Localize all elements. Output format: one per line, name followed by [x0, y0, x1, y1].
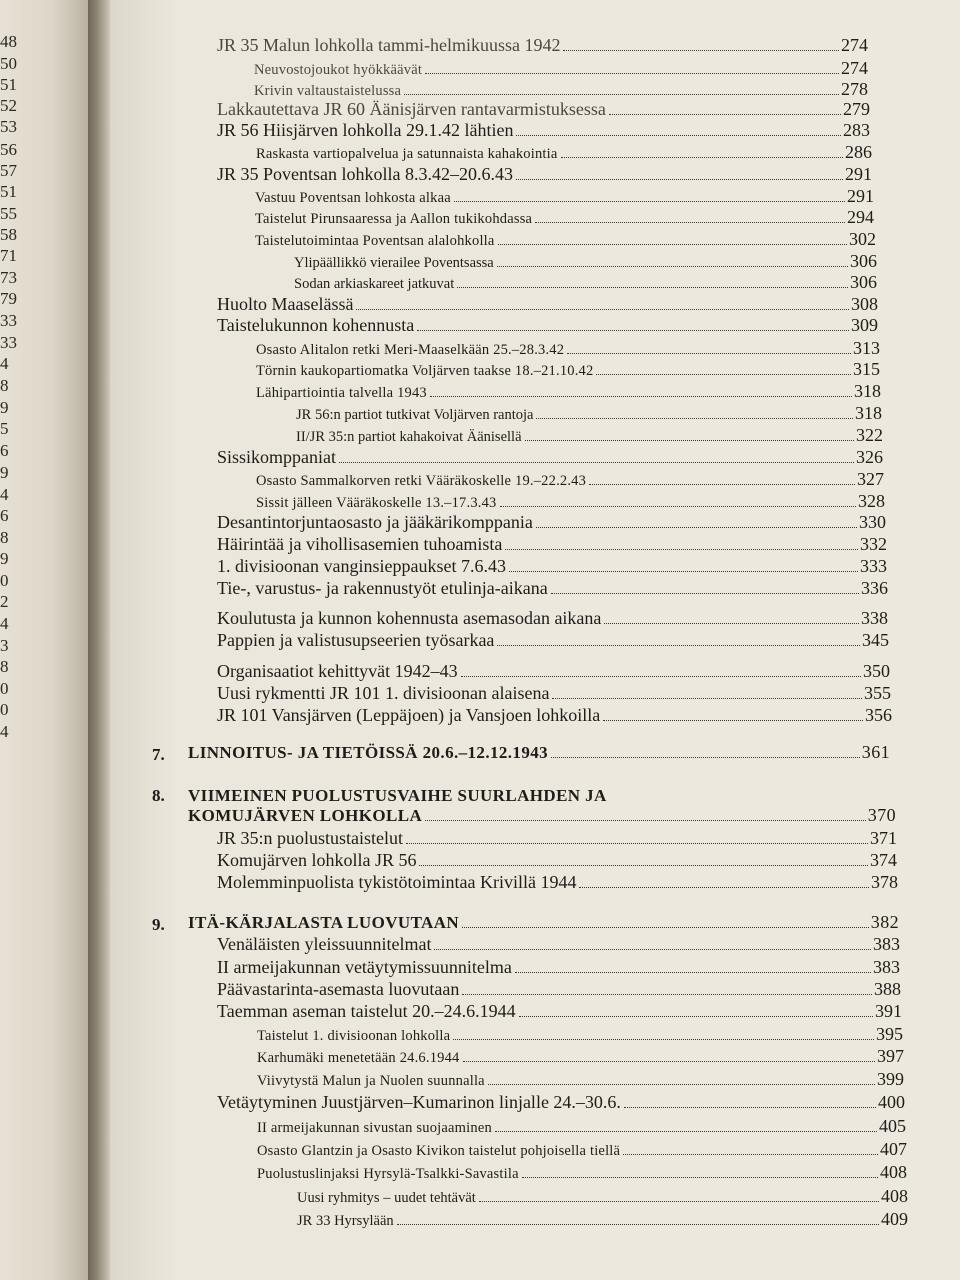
toc-page-number: 345: [862, 630, 889, 650]
dot-leader: [406, 843, 868, 844]
toc-page-number: 274: [841, 58, 868, 78]
toc-entry[interactable]: [256, 358, 880, 380]
toc-entry-title: Sissikomppaniat: [217, 447, 337, 467]
toc-entry[interactable]: [255, 228, 876, 250]
left-page-number: 79: [0, 289, 17, 308]
toc-entry-title: Lähipartiointia talvella 1943: [256, 385, 427, 401]
dot-leader: [417, 330, 849, 331]
toc-entry[interactable]: [217, 98, 870, 120]
toc-entry[interactable]: [217, 314, 878, 336]
toc-entry-title: JR 33 Hyrsylään: [297, 1213, 394, 1229]
toc-entry[interactable]: [297, 1208, 908, 1230]
toc-entry-title: Organisaatiot kehittyvät 1942–43: [217, 661, 458, 681]
toc-entry-title: Taistelutoimintaa Poventsan alalohkolla: [255, 233, 495, 249]
toc-entry-title: Tie-, varustus- ja rakennustyöt etulinja-aikana: [217, 578, 548, 598]
dot-leader: [551, 593, 859, 594]
toc-entry[interactable]: [296, 402, 882, 424]
toc-entry[interactable]: [217, 660, 890, 682]
toc-entry[interactable]: [217, 629, 889, 651]
dot-leader: [519, 1016, 873, 1017]
toc-page-number: 278: [841, 79, 868, 99]
toc-page-number: 338: [861, 608, 888, 628]
dot-leader: [551, 757, 860, 758]
toc-entry-title: ITÄ-KÄRJALASTA LUOVUTAAN: [188, 913, 460, 932]
toc-entry-title: Krivin valtaustaistelussa: [254, 83, 402, 99]
toc-page-number: 283: [843, 120, 870, 140]
left-page-number: 33: [0, 333, 17, 352]
toc-entry[interactable]: [294, 271, 877, 293]
left-page-number: 6: [0, 441, 9, 460]
dot-leader: [497, 266, 848, 267]
dot-leader: [479, 1201, 879, 1202]
toc-entry[interactable]: [217, 978, 901, 1000]
left-page-number: 73: [0, 268, 17, 287]
toc-entry-title: Koulutusta ja kunnon kohennusta asemasodan aikana: [217, 608, 602, 628]
dot-leader: [609, 114, 841, 115]
dot-leader: [425, 73, 839, 74]
dot-leader: [603, 720, 863, 721]
toc-entry[interactable]: [257, 1138, 907, 1160]
toc-page-number: 333: [860, 556, 887, 576]
dot-leader: [457, 287, 848, 288]
toc-page-number: 388: [874, 979, 901, 999]
dot-leader: [536, 418, 853, 419]
toc-entry[interactable]: [217, 607, 888, 629]
chapter-number: 9.: [152, 915, 165, 934]
toc-entry[interactable]: [217, 555, 887, 577]
toc-entry-title: Komujärven lohkolla JR 56: [217, 850, 417, 870]
chapter-title: VIIMEINEN PUOLUSTUSVAIHE SUURLAHDEN JA: [188, 786, 607, 805]
toc-entry[interactable]: [217, 533, 887, 555]
toc-page-number: 306: [850, 272, 877, 292]
toc-entry[interactable]: [217, 446, 883, 468]
dot-leader: [516, 135, 841, 136]
toc-entry-title: Puolustuslinjaksi Hyrsylä-Tsalkki-Savastila: [257, 1166, 519, 1182]
dot-leader: [589, 484, 855, 485]
toc-page-number: 391: [875, 1001, 902, 1021]
toc-page-number: 315: [853, 359, 880, 379]
dot-leader: [461, 676, 861, 677]
dot-leader: [497, 645, 860, 646]
toc-page-number: 291: [847, 186, 874, 206]
toc-entry[interactable]: [254, 78, 868, 100]
toc-entry[interactable]: [217, 34, 868, 56]
dot-leader: [430, 396, 852, 397]
left-page-number: 56: [0, 140, 17, 159]
toc-entry-title: 1. divisioonan vanginsieppaukset 7.6.43: [217, 556, 506, 576]
toc-entry-title: II/JR 35:n partiot kahakoivat Äänisellä: [296, 429, 522, 445]
left-page-number: 53: [0, 117, 17, 136]
toc-page-number: 318: [855, 403, 882, 423]
dot-leader: [552, 698, 862, 699]
toc-entry-title: Törnin kaukopartiomatka Voljärven taakse 18.–21.10.42: [256, 363, 594, 379]
toc-entry[interactable]: [217, 849, 897, 871]
toc-entry[interactable]: [217, 933, 900, 955]
toc-entry[interactable]: [257, 1023, 903, 1045]
toc-entry[interactable]: [296, 424, 883, 446]
toc-entry-title: Päävastarinta-asemasta luovutaan: [217, 979, 460, 999]
toc-entry[interactable]: [217, 956, 900, 978]
toc-entry-title: Osasto Glantzin ja Osasto Kivikon taistelut pohjoisella tiellä: [257, 1143, 621, 1159]
left-page-number: 48: [0, 32, 17, 51]
toc-entry-title: Sissit jälleen Vääräkoskelle 13.–17.3.43: [256, 495, 497, 511]
toc-entry[interactable]: [217, 119, 870, 141]
toc-page-number: 407: [880, 1139, 907, 1159]
toc-entry[interactable]: [297, 1185, 908, 1207]
toc-page-number: 302: [849, 229, 876, 249]
toc-entry-title: Taistelut 1. divisioonan lohkolla: [257, 1028, 451, 1044]
dot-leader: [397, 1224, 879, 1225]
toc-entry-title: Lakkautettava JR 60 Äänisjärven rantavarmistuksessa: [217, 99, 606, 119]
toc-chapter-entry[interactable]: [188, 741, 890, 763]
left-page-number: 0: [0, 700, 9, 719]
toc-entry-title: Vastuu Poventsan lohkosta alkaa: [255, 190, 451, 206]
toc-entry-title: Uusi rykmentti JR 101 1. divisioonan alaisena: [217, 683, 550, 703]
left-page: [0, 0, 88, 1280]
toc-entry[interactable]: [217, 1000, 902, 1022]
toc-page-number: 408: [880, 1162, 907, 1182]
dot-leader: [522, 1177, 878, 1178]
toc-entry-title: LINNOITUS- JA TIETÖISSÄ 20.6.–12.12.1943: [188, 743, 549, 762]
toc-page-number: 383: [873, 957, 900, 977]
toc-entry-title: II armeijakunnan vetäytymissuunnitelma: [217, 957, 512, 977]
toc-entry-title: II armeijakunnan sivustan suojaaminen: [257, 1120, 492, 1136]
toc-page-number: 336: [861, 578, 888, 598]
toc-entry-title: Häirintää ja vihollisasemien tuhoamista: [217, 534, 503, 554]
dot-leader: [509, 571, 858, 572]
toc-entry-title: KOMUJÄRVEN LOHKOLLA: [188, 806, 423, 825]
dot-leader: [453, 1039, 874, 1040]
left-page-number: 8: [0, 528, 9, 547]
toc-page-number: 395: [876, 1024, 903, 1044]
left-page-number: 57: [0, 161, 17, 180]
toc-page-number: 370: [867, 805, 896, 825]
book-gutter: [88, 0, 110, 1280]
toc-entry-title: Viivytystä Malun ja Nuolen suunnalla: [257, 1073, 485, 1089]
toc-entry[interactable]: [257, 1115, 906, 1137]
left-page-number: 58: [0, 225, 17, 244]
toc-entry-title: Osasto Alitalon retki Meri-Maaselkään 25.–28.3.42: [256, 342, 565, 358]
dot-leader: [463, 1061, 876, 1062]
toc-entry[interactable]: [256, 468, 884, 490]
chapter-number: 8.: [152, 786, 165, 805]
left-page-number: 6: [0, 506, 9, 525]
toc-entry[interactable]: [257, 1068, 904, 1090]
toc-page-number: 330: [859, 512, 886, 532]
dot-leader: [596, 374, 851, 375]
toc-chapter-entry[interactable]: [188, 804, 896, 826]
dot-leader: [434, 949, 871, 950]
dot-leader: [563, 50, 839, 51]
toc-page-number: 408: [881, 1186, 908, 1206]
toc-entry[interactable]: [256, 490, 885, 512]
toc-entry[interactable]: [217, 682, 891, 704]
toc-entry-title: Osasto Sammalkorven retki Vääräkoskelle 19.–22.2.43: [256, 473, 587, 489]
right-page-toc: [110, 0, 960, 1280]
dot-leader: [339, 462, 854, 463]
toc-entry[interactable]: [254, 57, 868, 79]
dot-leader: [495, 1131, 877, 1132]
toc-entry-title: JR 35 Poventsan lohkolla 8.3.42–20.6.43: [217, 164, 513, 184]
left-page-number: 52: [0, 96, 17, 115]
left-page-number: 4: [0, 485, 9, 504]
toc-entry-title: Raskasta vartiopalvelua ja satunnaista kahakointia: [256, 146, 558, 162]
toc-entry[interactable]: [255, 185, 874, 207]
toc-page-number: 350: [863, 661, 890, 681]
toc-page-number: 291: [845, 164, 872, 184]
toc-entry[interactable]: [217, 704, 892, 726]
dot-leader: [516, 179, 843, 180]
dot-leader: [462, 927, 869, 928]
toc-entry[interactable]: [217, 827, 897, 849]
toc-entry[interactable]: [256, 141, 872, 163]
toc-page-number: 294: [847, 207, 874, 227]
dot-leader: [462, 994, 872, 995]
toc-entry-title: Desantintorjuntaosasto ja jääkärikomppania: [217, 512, 533, 532]
dot-leader: [604, 623, 859, 624]
toc-chapter-entry[interactable]: [188, 911, 899, 933]
toc-page-number: 399: [877, 1069, 904, 1089]
toc-page-number: 332: [860, 534, 887, 554]
toc-page-number: 322: [856, 425, 883, 445]
toc-page-number: 355: [864, 683, 891, 703]
toc-entry-title: Molemminpuolista tykistötoimintaa Krivillä 1944: [217, 872, 577, 892]
dot-leader: [505, 549, 858, 550]
dot-leader: [561, 157, 843, 158]
toc-entry-title: Pappien ja valistusupseerien työsarkaa: [217, 630, 495, 650]
left-page-number: 2: [0, 592, 9, 611]
dot-leader: [404, 94, 839, 95]
dot-leader: [498, 244, 847, 245]
chapter-number: 7.: [152, 745, 165, 764]
toc-entry-title: JR 56 Hiisjärven lohkolla 29.1.42 lähtien: [217, 120, 514, 140]
toc-entry[interactable]: [294, 250, 877, 272]
dot-leader: [579, 887, 869, 888]
left-page-number: 9: [0, 549, 9, 568]
toc-entry-title: JR 35:n puolustustaistelut: [217, 828, 404, 848]
toc-entry-title: Neuvostojoukot hyökkäävät: [254, 62, 423, 78]
left-page-number: 4: [0, 614, 9, 633]
left-page-number: 0: [0, 571, 9, 590]
toc-entry-title: Huolto Maaselässä: [217, 294, 354, 314]
toc-entry-title: Karhumäki menetetään 24.6.1944: [257, 1050, 460, 1066]
dot-leader: [623, 1154, 878, 1155]
dot-leader: [515, 972, 871, 973]
toc-entry[interactable]: [255, 206, 874, 228]
toc-page-number: 327: [857, 469, 884, 489]
left-page-number: 51: [0, 75, 17, 94]
toc-page-number: 397: [877, 1046, 904, 1066]
left-page-number: 51: [0, 182, 17, 201]
dot-leader: [567, 353, 851, 354]
toc-entry-title: Taemman aseman taistelut 20.–24.6.1944: [217, 1001, 516, 1021]
dot-leader: [356, 309, 849, 310]
toc-page-number: 374: [870, 850, 897, 870]
toc-entry-title: JR 101 Vansjärven (Leppäjoen) ja Vansjoen lohkoilla: [217, 705, 601, 725]
toc-entry[interactable]: [217, 163, 872, 185]
toc-entry-title: JR 35 Malun lohkolla tammi-helmikuussa 1942: [217, 35, 561, 55]
left-page-number: 71: [0, 246, 17, 265]
dot-leader: [525, 440, 854, 441]
toc-entry[interactable]: [217, 511, 886, 533]
chapter-heading-line: [188, 784, 607, 806]
toc-entry[interactable]: [217, 871, 898, 893]
toc-entry-title: JR 56:n partiot tutkivat Voljärven rantoja: [296, 407, 534, 423]
toc-page-number: 409: [881, 1209, 908, 1229]
dot-leader: [535, 222, 845, 223]
toc-page-number: 378: [871, 872, 898, 892]
left-page-number: 33: [0, 311, 17, 330]
toc-entry[interactable]: [256, 380, 881, 402]
toc-page-number: 383: [873, 934, 900, 954]
toc-page-number: 306: [850, 251, 877, 271]
left-page-number: 4: [0, 722, 9, 741]
toc-page-number: 400: [878, 1092, 905, 1112]
toc-page-number: 328: [858, 491, 885, 511]
toc-entry[interactable]: [217, 1091, 905, 1113]
left-page-number: 8: [0, 657, 9, 676]
left-page-number: 9: [0, 398, 9, 417]
left-page-number: 0: [0, 679, 9, 698]
toc-page-number: 279: [843, 99, 870, 119]
toc-page-number: 308: [851, 294, 878, 314]
toc-entry-title: Uusi ryhmitys – uudet tehtävät: [297, 1190, 476, 1206]
toc-entry-title: Vetäytyminen Juustjärven–Kumarinon linjalle 24.–30.6.: [217, 1092, 621, 1112]
dot-leader: [536, 527, 857, 528]
left-page-number: 8: [0, 376, 9, 395]
left-page-number: 50: [0, 54, 17, 73]
toc-page-number: 286: [845, 142, 872, 162]
dot-leader: [624, 1107, 876, 1108]
dot-leader: [488, 1084, 875, 1085]
toc-entry[interactable]: [257, 1045, 904, 1067]
dot-leader: [454, 201, 845, 202]
toc-page-number: 371: [870, 828, 897, 848]
toc-page-number: 313: [853, 338, 880, 358]
toc-page-number: 274: [841, 35, 868, 55]
toc-entry-title: Venäläisten yleissuunnitelmat: [217, 934, 432, 954]
left-page-number: 4: [0, 354, 9, 373]
toc-page-number: 356: [865, 705, 892, 725]
toc-entry[interactable]: [217, 293, 878, 315]
dot-leader: [419, 865, 868, 866]
toc-page-number: 326: [856, 447, 883, 467]
left-page-number: 9: [0, 463, 9, 482]
toc-page-number: 309: [851, 315, 878, 335]
left-page-number: 3: [0, 636, 9, 655]
toc-page-number: 361: [861, 742, 890, 762]
toc-entry-title: Taistelukunnon kohennusta: [217, 315, 415, 335]
left-page-number: 5: [0, 419, 9, 438]
toc-entry[interactable]: [257, 1161, 907, 1183]
toc-page-number: 318: [854, 381, 881, 401]
toc-entry[interactable]: [256, 337, 880, 359]
dot-leader: [425, 820, 866, 821]
toc-page-number: 382: [870, 912, 899, 932]
toc-entry-title: Taistelut Pirunsaaressa ja Aallon tukikohdassa: [255, 211, 533, 227]
toc-entry-title: Ylipäällikkö vierailee Poventsassa: [294, 255, 494, 271]
left-page-number: 55: [0, 204, 17, 223]
toc-page-number: 405: [879, 1116, 906, 1136]
dot-leader: [500, 506, 857, 507]
toc-entry[interactable]: [217, 577, 888, 599]
toc-entry-title: Sodan arkiaskareet jatkuvat: [294, 276, 455, 292]
